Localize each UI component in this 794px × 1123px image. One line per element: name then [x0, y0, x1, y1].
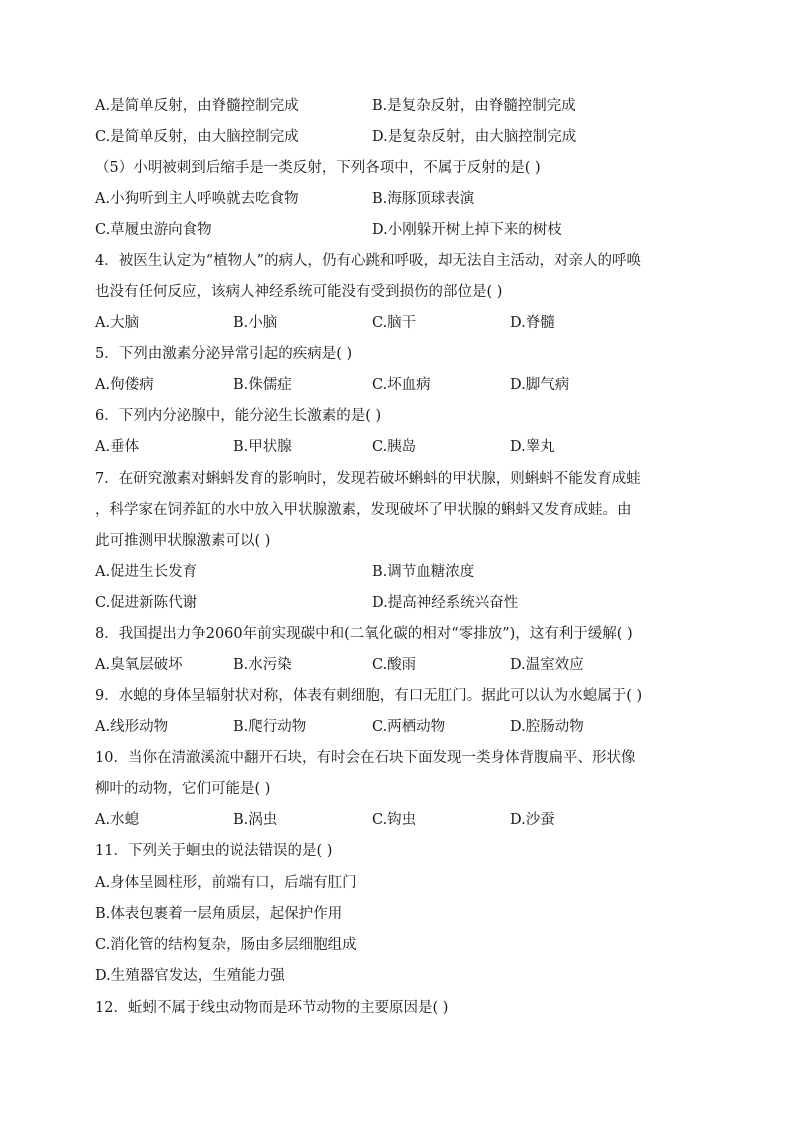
answer-option: D.提高神经系统兴奋性: [372, 595, 519, 611]
question-text-line: C.消化管的结构复杂，肠由多层细胞组成: [95, 937, 357, 953]
question-text-line: 柳叶的动物，它们可能是( ): [95, 781, 271, 797]
answer-option: B.侏儒症: [233, 377, 292, 393]
question-text-line: D.生殖器官发达，生殖能力强: [95, 968, 285, 984]
question-text-line: 11．下列关于蛔虫的说法错误的是( ): [95, 843, 333, 859]
answer-option: A.水螅: [95, 812, 140, 828]
question-text-line: （5）小明被刺到后缩手是一类反射，下列各项中，不属于反射的是( ): [95, 160, 541, 176]
answer-option: C.两栖动物: [372, 719, 446, 735]
question-text-line: 10．当你在清澈溪流中翻开石块，有时会在石块下面发现一类身体背腹扁平、形状像: [95, 750, 636, 766]
answer-option: A.臭氧层破坏: [95, 657, 183, 673]
question-text-line: A.身体呈圆柱形，前端有口，后端有肛门: [95, 875, 357, 891]
question-text-line: ，科学家在饲养缸的水中放入甲状腺激素，发现破坏了甲状腺的蝌蚪又发育成蛙。由: [95, 502, 632, 518]
answer-option: A.是简单反射，由脊髓控制完成: [95, 98, 299, 114]
answer-option: D.小刚躲开树上掉下来的树枝: [372, 222, 562, 238]
answer-option: C.草履虫游向食物: [95, 222, 212, 238]
answer-option: C.脑干: [372, 315, 417, 331]
question-text-line: 9．水螅的身体呈辐射状对称，体表有刺细胞，有口无肛门。据此可以认为水螅属于( ): [95, 688, 643, 704]
answer-option: D.脊髓: [510, 315, 555, 331]
answer-option: C.酸雨: [372, 657, 417, 673]
answer-option: B.水污染: [233, 657, 292, 673]
answer-option: D.是复杂反射，由大脑控制完成: [372, 129, 577, 145]
answer-option: B.涡虫: [233, 812, 278, 828]
question-text-line: 7．在研究激素对蝌蚪发育的影响时，发现若破坏蝌蚪的甲状腺，则蝌蚪不能发育成蛙: [95, 471, 641, 487]
answer-option: A.促进生长发育: [95, 564, 198, 580]
question-text-line: 6．下列内分泌腺中，能分泌生长激素的是( ): [95, 408, 382, 424]
answer-option: C.促进新陈代谢: [95, 595, 198, 611]
question-text-line: 5．下列由激素分泌异常引起的疾病是( ): [95, 346, 353, 362]
answer-option: D.沙蚕: [510, 812, 555, 828]
answer-option: C.钩虫: [372, 812, 417, 828]
answer-option: D.腔肠动物: [510, 719, 584, 735]
question-text-line: 8．我国提出力争2060年前实现碳中和(二氧化碳的相对“零排放”)，这有利于缓解( ): [95, 626, 633, 642]
answer-option: B.小脑: [233, 315, 278, 331]
answer-option: B.是复杂反射，由脊髓控制完成: [372, 98, 576, 114]
answer-option: D.睾丸: [510, 439, 555, 455]
answer-option: A.大脑: [95, 315, 140, 331]
answer-option: B.甲状腺: [233, 439, 292, 455]
answer-option: D.脚气病: [510, 377, 570, 393]
answer-option: C.坏血病: [372, 377, 431, 393]
question-text-line: 此可推测甲状腺激素可以( ): [95, 533, 271, 549]
answer-option: C.是简单反射，由大脑控制完成: [95, 129, 299, 145]
answer-option: A.小狗听到主人呼唤就去吃食物: [95, 191, 299, 207]
question-text-line: 也没有任何反应，该病人神经系统可能没有受到损伤的部位是( ): [95, 284, 503, 300]
answer-option: D.温室效应: [510, 657, 584, 673]
answer-option: B.爬行动物: [233, 719, 307, 735]
answer-option: A.垂体: [95, 439, 140, 455]
question-text-line: B.体表包裹着一层角质层，起保护作用: [95, 906, 343, 922]
question-text-line: 4．被医生认定为“植物人”的病人，仍有心跳和呼吸，却无法自主活动，对亲人的呼唤: [95, 253, 642, 269]
answer-option: B.海豚顶球表演: [372, 191, 475, 207]
answer-option: A.线形动物: [95, 719, 169, 735]
answer-option: A.佝偻病: [95, 377, 154, 393]
question-text-line: 12．蚯蚓不属于线虫动物而是环节动物的主要原因是( ): [95, 1000, 449, 1016]
answer-option: C.胰岛: [372, 439, 417, 455]
answer-option: B.调节血糖浓度: [372, 564, 475, 580]
